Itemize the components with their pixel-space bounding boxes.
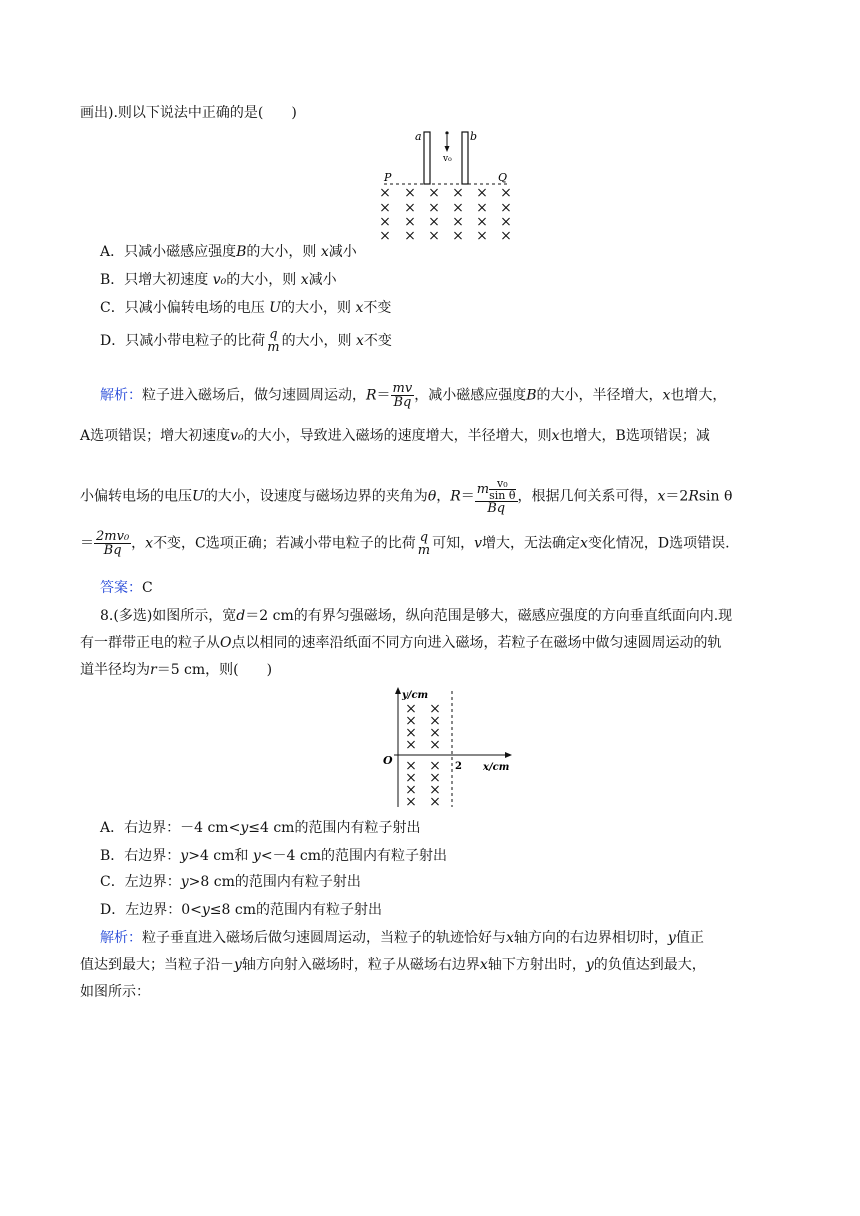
x-axis-label: x/cm [483, 762, 510, 773]
q7-solution-line2: A选项错误；增大初速度v₀的大小，导致进入磁场的速度增大，半径增大，则x也增大，B选项错误；减 [80, 428, 710, 444]
q8-figure [378, 685, 518, 810]
field-cross: × [476, 200, 488, 216]
tick-2: 2 [455, 761, 462, 772]
field-cross: × [429, 794, 441, 810]
field-cross: × [379, 228, 391, 240]
field-cross: × [452, 214, 464, 230]
field-cross: × [379, 185, 391, 201]
q8-option-a: A．右边界：－4 cm<y≤4 cm的范围内有粒子射出 [100, 820, 421, 836]
label-Q: Q [498, 171, 508, 184]
field-cross: × [405, 782, 417, 798]
q7-answer [100, 578, 820, 598]
field-cross: × [476, 214, 488, 230]
magnetic-field-crosses [379, 185, 512, 240]
q7-intro: 画出).则以下说法中正确的是( ) [80, 105, 297, 121]
answer-label: 答案： [100, 580, 142, 596]
field-cross: × [404, 214, 416, 230]
field-cross: × [429, 758, 441, 774]
field-cross: × [452, 228, 464, 240]
field-cross: × [429, 701, 441, 717]
label-a: a [415, 130, 422, 143]
field-cross: × [429, 713, 441, 729]
answer-value: C [142, 580, 153, 596]
field-cross: × [429, 782, 441, 798]
q8-option-b: B．右边界：y>4 cm和 y<－4 cm的范围内有粒子射出 [100, 848, 448, 864]
field-cross: × [429, 737, 441, 753]
origin-label: O [383, 754, 393, 767]
field-cross: × [476, 185, 488, 201]
q7-option-b: B．只增大初速度 v₀的大小，则 x减小 [100, 272, 337, 288]
field-cross: × [428, 185, 440, 201]
field-cross: × [428, 214, 440, 230]
field-cross: × [428, 200, 440, 216]
field-cross: × [405, 701, 417, 717]
field-cross: × [500, 228, 512, 240]
field-cross: × [379, 214, 391, 230]
solution-label: 解析： [100, 387, 142, 404]
field-cross: × [405, 794, 417, 810]
q8-solution-line3: 如图所示： [80, 984, 150, 1000]
field-cross: × [500, 185, 512, 201]
y-axis-label: y/cm [402, 690, 429, 701]
q8-option-d: D．左边界：0<y≤8 cm的范围内有粒子射出 [100, 902, 383, 918]
field-cross: × [404, 228, 416, 240]
field-cross: × [405, 725, 417, 741]
field-cross: × [429, 770, 441, 786]
field-cross: × [429, 725, 441, 741]
q7-option-d: D．只减小带电粒子的比荷 q m 的大小，则 x不变 [100, 327, 392, 355]
field-cross: × [476, 228, 488, 240]
q8-line2: 有一群带正电的粒子从O点以相同的速率沿纸面不同方向进入磁场，若粒子在磁场中做匀速圆周运动的轨 [80, 635, 722, 651]
q7-solution-line1: 解析：粒子进入磁场后，做匀速圆周运动，R＝ $\frac{mv}{Bq}$ ，减小磁感应强度B的大小，半径增大，x也增大， [100, 381, 727, 410]
field-cross: × [452, 185, 464, 201]
field-cross: × [405, 758, 417, 774]
label-v0: v₀ [443, 154, 452, 164]
field-cross: × [428, 228, 440, 240]
q8-line3: 道半径均为r＝5 cm，则( ) [80, 662, 273, 678]
field-cross: × [405, 737, 417, 753]
label-P: P [384, 171, 392, 184]
q7-solution-line4: ＝ $\frac{\text{2mv₀}}{Bq}$ ，x不变，C选项正确；若减小带电粒子的比荷 q m 可知，v增大，无法确定x变化情况，D选项错误. [80, 529, 730, 558]
field-cross: × [452, 200, 464, 216]
field-cross: × [500, 214, 512, 230]
solution-label: 解析： [100, 930, 142, 946]
q7-option-c: C．只减小偏转电场的电压 U的大小，则 x不变 [100, 300, 392, 316]
q8-solution-line1: 解析：粒子垂直进入磁场后做匀速圆周运动，当粒子的轨迹恰好与x轴方向的右边界相切时，y值正 [100, 930, 704, 946]
field-cross: × [500, 200, 512, 216]
field-cross: × [405, 770, 417, 786]
label-b: b [470, 130, 478, 143]
q7-solution-line3: 小偏转电场的电压U的大小，设速度与磁场边界的夹角为θ，R＝ m $\frac{\text{v₀}}{\text{sin θ}}$ Bq ，根据几何关系可得，x＝2Rsin θ [80, 477, 733, 516]
q8-option-c: C．左边界：y>8 cm的范围内有粒子射出 [100, 874, 361, 890]
q7-figure [370, 125, 530, 240]
q8-line1: 8.(多选)如图所示，宽d＝2 cm的有界匀强磁场，纵向范围是够大，磁感应强度的方向垂直纸面向内.现 [100, 608, 733, 624]
q8-solution-line2: 值达到最大；当粒子沿－y轴方向射入磁场时，粒子从磁场右边界x轴下方射出时，y的负值达到最大， [80, 957, 706, 973]
field-cross: × [404, 185, 416, 201]
field-cross: × [379, 200, 391, 216]
q7-option-a: A．只减小磁感应强度B的大小，则 x减小 [100, 244, 357, 260]
field-cross: × [405, 713, 417, 729]
field-cross: × [404, 200, 416, 216]
